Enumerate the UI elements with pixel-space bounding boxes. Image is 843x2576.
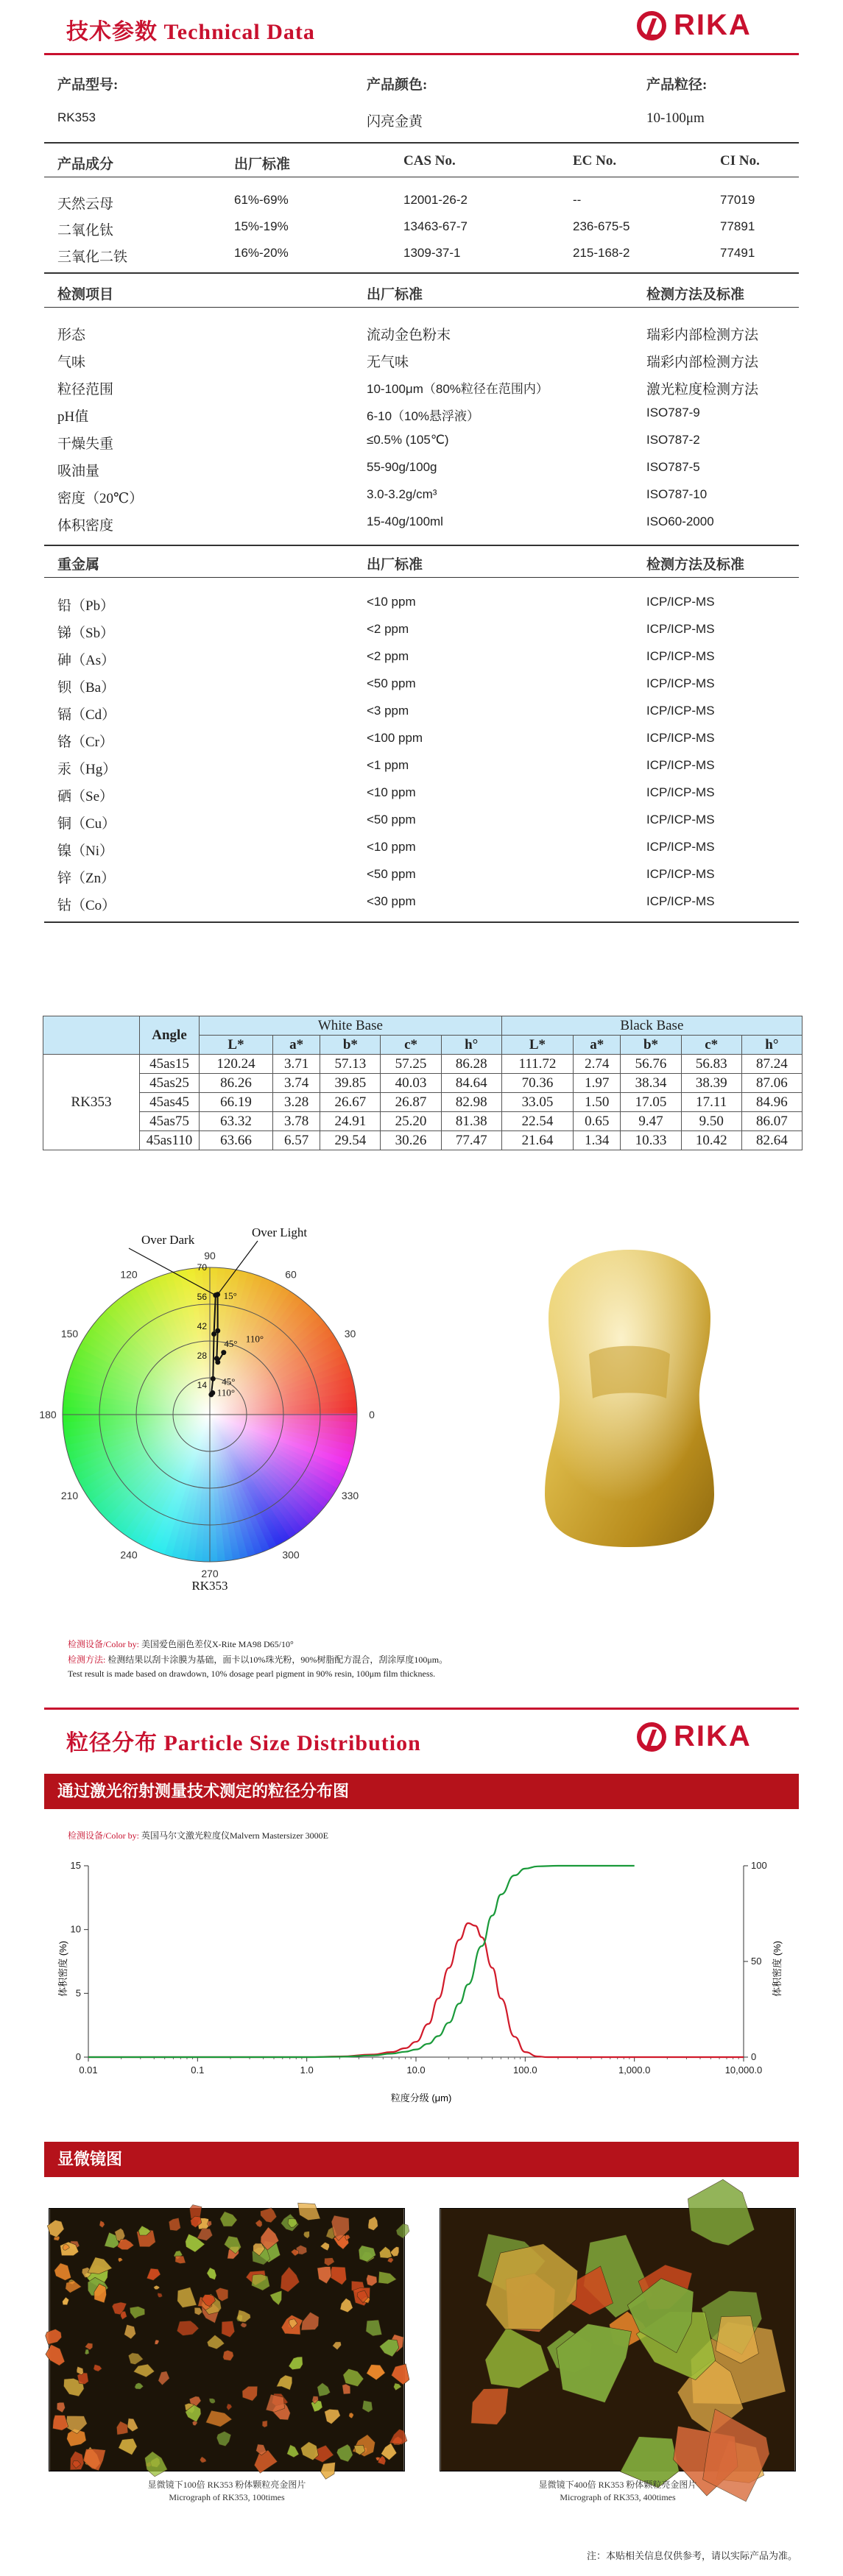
tests-row xyxy=(57,378,794,405)
psd-equipment-text: 英国马尔文激光粒度仪Malvern Mastersizer 3000E xyxy=(141,1830,328,1841)
white-base-cell: 40.03 xyxy=(381,1074,441,1093)
tests-cell: ISO787-10 xyxy=(646,487,708,501)
metals-row xyxy=(57,676,794,703)
white-base-cell: 86.26 xyxy=(200,1074,273,1093)
y2-tick-label: 0 xyxy=(751,2051,757,2062)
white-base-cell: 120.24 xyxy=(200,1055,273,1074)
caption-cn: 显微镜下100倍 RK353 粉体颗粒亮金图片 xyxy=(147,2480,306,2490)
equipment-label: 检测设备/Color by: xyxy=(68,1639,140,1649)
metals-cell: <50 ppm xyxy=(367,676,416,690)
white-base-cell: 29.54 xyxy=(320,1131,381,1150)
white-base-cell: 86.28 xyxy=(441,1055,501,1074)
psd-banner: 通过激光衍射测量技术测定的粒径分布图 xyxy=(44,1774,799,1809)
polar-angle-label: 120 xyxy=(120,1268,138,1281)
divider xyxy=(44,142,799,144)
rika-logo-icon xyxy=(637,1722,666,1752)
black-base-cell: 9.47 xyxy=(621,1112,681,1131)
footer-note: 注：本贴相关信息仅供参考，请以实际产品为准。 xyxy=(586,2550,797,2561)
product-labels-row xyxy=(57,74,794,100)
y-tick-label: 10 xyxy=(70,1923,81,1935)
composition-row xyxy=(57,219,794,246)
measurement-notes xyxy=(68,1638,804,1680)
tests-col-header: 出厂标准 xyxy=(367,287,423,302)
table-row xyxy=(43,1112,803,1131)
divider xyxy=(44,921,799,923)
polar-angle-label: 330 xyxy=(341,1490,359,1501)
table-row xyxy=(43,1055,803,1074)
trajectory-angle-label: 45° xyxy=(224,1337,238,1349)
metals-cell: 钴（Co） xyxy=(57,898,116,913)
tests-cell: 吸油量 xyxy=(57,464,100,479)
composition-cell: 77019 xyxy=(720,193,755,207)
micrograph-100x-caption xyxy=(49,2479,405,2504)
equipment-text: 美国爱色丽色差仪X-Rite MA98 D65/10° xyxy=(141,1639,294,1649)
white-base-cell: 63.66 xyxy=(200,1131,273,1150)
black-base-cell: 38.39 xyxy=(681,1074,741,1093)
white-base-cell: 66.19 xyxy=(200,1093,273,1112)
table-row xyxy=(43,1131,803,1150)
tests-cell: 6-10（10%悬浮液） xyxy=(367,409,480,423)
metals-cell: ICP/ICP-MS xyxy=(646,649,715,663)
caption-cn: 显微镜下400倍 RK353 粉体颗粒亮金图片 xyxy=(538,2480,697,2490)
y-tick-label: 5 xyxy=(75,1987,81,1999)
trajectory-point xyxy=(221,1350,226,1355)
metals-col-header: 出厂标准 xyxy=(367,557,423,573)
y2-tick-label: 100 xyxy=(751,1860,767,1871)
tests-cell: ≤0.5% (105℃) xyxy=(367,433,449,447)
composition-col-header: 产品成分 xyxy=(57,157,114,172)
polar-angle-label: 240 xyxy=(120,1549,138,1561)
tests-cell: 密度（20℃） xyxy=(57,491,144,506)
tests-cell: pH值 xyxy=(57,409,89,425)
metals-cell: ICP/ICP-MS xyxy=(646,894,715,908)
metals-row xyxy=(57,595,794,621)
composition-cell: 77891 xyxy=(720,219,755,233)
metals-cell: 钡（Ba） xyxy=(57,680,116,696)
color-col-header: a* xyxy=(574,1036,621,1055)
black-base-cell: 70.36 xyxy=(501,1074,573,1093)
polar-ring-label: 42 xyxy=(197,1321,207,1331)
black-base-cell: 2.74 xyxy=(574,1055,621,1074)
polar-ring-label: 14 xyxy=(197,1380,207,1390)
table-row xyxy=(43,1074,803,1093)
metals-row xyxy=(57,785,794,812)
rika-logo xyxy=(637,1720,752,1753)
white-base-cell: 3.74 xyxy=(273,1074,320,1093)
metals-cell: 铜（Cu） xyxy=(57,816,116,832)
metals-cell: <3 ppm xyxy=(367,704,409,718)
product-cell: RK353 xyxy=(43,1055,140,1150)
method-label: 检测方法: xyxy=(68,1655,106,1665)
black-base-cell: 10.33 xyxy=(621,1131,681,1150)
black-base-cell: 38.34 xyxy=(621,1074,681,1093)
polar-angle-label: 30 xyxy=(344,1328,356,1340)
angle-cell: 45as110 xyxy=(140,1131,200,1150)
tests-row xyxy=(57,324,794,350)
metals-row xyxy=(57,758,794,785)
metals-cell: <30 ppm xyxy=(367,894,416,908)
angle-header: Angle xyxy=(140,1016,200,1055)
x-tick-label: 0.1 xyxy=(191,2064,205,2076)
tests-cell: 瑞彩内部检测方法 xyxy=(646,355,759,370)
tests-cell: 体积密度 xyxy=(57,518,114,534)
composition-cell: 三氧化二铁 xyxy=(57,250,128,265)
trajectory-angle-label: 110° xyxy=(245,1333,264,1345)
metals-row xyxy=(57,867,794,894)
color-col-header: a* xyxy=(273,1036,320,1055)
metals-row xyxy=(57,840,794,866)
white-base-cell: 24.91 xyxy=(320,1112,381,1131)
divider xyxy=(44,577,799,578)
white-base-cell: 84.64 xyxy=(441,1074,501,1093)
tests-cell: 流动金色粉末 xyxy=(367,328,451,343)
tests-cell: 15-40g/100ml xyxy=(367,514,443,528)
section-divider xyxy=(44,1708,799,1710)
metals-row xyxy=(57,704,794,730)
rika-logo-icon xyxy=(637,11,666,40)
metals-cell: 镉（Cd） xyxy=(57,707,116,723)
product-values-row xyxy=(57,110,794,137)
metals-cell: ICP/ICP-MS xyxy=(646,676,715,690)
product-model-label: 产品型号: xyxy=(57,77,119,93)
tests-row xyxy=(57,514,794,541)
trajectory-point xyxy=(215,1328,220,1334)
tests-cell: 干燥失重 xyxy=(57,436,114,452)
metals-cell: <10 ppm xyxy=(367,595,416,609)
black-base-cell: 22.54 xyxy=(501,1112,573,1131)
color-col-header: b* xyxy=(320,1036,381,1055)
x-axis-label: 粒度分级 (μm) xyxy=(390,2092,452,2103)
product-size-value: 10-100μm xyxy=(646,110,705,126)
metals-row xyxy=(57,894,794,921)
section-title-particle-size: 粒径分布 Particle Size Distribution xyxy=(66,1731,421,1755)
white-base-cell: 77.47 xyxy=(441,1131,501,1150)
composition-cell: 1309-37-1 xyxy=(403,246,461,260)
tests-row xyxy=(57,487,794,514)
tests-col-header: 检测项目 xyxy=(57,287,114,302)
polar-angle-label: 300 xyxy=(282,1549,300,1561)
y-tick-label: 15 xyxy=(70,1860,81,1871)
polar-ring-label: 28 xyxy=(197,1351,207,1361)
divider xyxy=(44,545,799,546)
trajectory-point xyxy=(215,1359,220,1365)
rika-logo-text: RIKA xyxy=(674,1720,752,1752)
white-base-cell: 39.85 xyxy=(320,1074,381,1093)
metals-row xyxy=(57,649,794,676)
tests-cell: ISO60-2000 xyxy=(646,514,714,528)
divider xyxy=(44,272,799,274)
divider xyxy=(44,307,799,308)
caption-en: Micrograph of RK353, 400times xyxy=(560,2492,676,2502)
metals-cell: ICP/ICP-MS xyxy=(646,704,715,718)
y-tick-label: 0 xyxy=(75,2051,81,2062)
color-col-header: c* xyxy=(381,1036,441,1055)
composition-cell: 二氧化钛 xyxy=(57,223,114,238)
white-base-cell: 25.20 xyxy=(381,1112,441,1131)
y2-axis-label: 体积密度 (%) xyxy=(772,1941,783,1997)
composition-cell: 236-675-5 xyxy=(573,219,630,233)
white-base-cell: 57.13 xyxy=(320,1055,381,1074)
micrograph-100x xyxy=(49,2208,405,2471)
metals-cell: <50 ppm xyxy=(367,867,416,881)
tests-row xyxy=(57,433,794,459)
black-base-cell: 33.05 xyxy=(501,1093,573,1112)
white-base-cell: 81.38 xyxy=(441,1112,501,1131)
color-measurement-table xyxy=(43,1016,803,1150)
metals-cell: ICP/ICP-MS xyxy=(646,813,715,827)
white-base-cell: 57.25 xyxy=(381,1055,441,1074)
color-col-header: c* xyxy=(681,1036,741,1055)
tests-cell: 无气味 xyxy=(367,355,409,370)
metals-cell: <1 ppm xyxy=(367,758,409,772)
composition-cell: 16%-20% xyxy=(234,246,289,260)
tests-cell: 激光粒度检测方法 xyxy=(646,382,759,397)
metals-cell: ICP/ICP-MS xyxy=(646,867,715,881)
metals-cell: 砷（As） xyxy=(57,653,116,668)
method-text-en: Test result is made based on drawdown, 10% dosage pearl pigment in 90% resin, 100μm film thickness. xyxy=(68,1669,436,1679)
black-base-cell: 82.64 xyxy=(741,1131,802,1150)
polar-angle-label: 0 xyxy=(369,1409,375,1420)
trajectory-angle-label: 45° xyxy=(222,1376,236,1387)
polar-angle-label: 90 xyxy=(204,1250,216,1262)
metals-cell: <10 ppm xyxy=(367,785,416,799)
composition-col-header: 出厂标准 xyxy=(234,157,291,172)
black-base-cell: 0.65 xyxy=(574,1112,621,1131)
metals-col-header: 检测方法及标准 xyxy=(646,557,745,573)
black-base-cell: 21.64 xyxy=(501,1131,573,1150)
rika-logo-text: RIKA xyxy=(674,9,752,41)
product-size-label: 产品粒径: xyxy=(646,77,708,93)
metals-cell: ICP/ICP-MS xyxy=(646,595,715,609)
tests-cell: 3.0-3.2g/cm³ xyxy=(367,487,437,501)
tests-cell: 形态 xyxy=(57,328,86,343)
angle-cell: 45as15 xyxy=(140,1055,200,1074)
polar-ring-label: 56 xyxy=(197,1292,207,1302)
trajectory-point xyxy=(210,1390,215,1395)
x-tick-label: 1.0 xyxy=(300,2064,314,2076)
metals-cell: 铬（Cr） xyxy=(57,735,114,750)
metals-cell: 镍（Ni） xyxy=(57,843,114,859)
micrograph-400x-caption xyxy=(440,2479,796,2504)
polar-angle-label: 210 xyxy=(60,1490,79,1501)
tests-row xyxy=(57,406,794,432)
metals-cell: 硒（Se） xyxy=(57,789,114,804)
metals-cell: ICP/ICP-MS xyxy=(646,731,715,745)
metals-cell: <10 ppm xyxy=(367,840,416,854)
metals-cell: <50 ppm xyxy=(367,813,416,827)
metals-cell: ICP/ICP-MS xyxy=(646,785,715,799)
product-color-value: 闪亮金黄 xyxy=(367,114,423,130)
tests-col-header: 检测方法及标准 xyxy=(646,287,745,302)
black-base-cell: 56.83 xyxy=(681,1055,741,1074)
table-corner-cell xyxy=(43,1016,140,1055)
y2-tick-label: 50 xyxy=(751,1956,762,1967)
polar-angle-label: 180 xyxy=(39,1409,57,1420)
polar-angle-label: 60 xyxy=(285,1268,297,1281)
composition-cell: -- xyxy=(573,193,582,207)
x-tick-label: 10.0 xyxy=(406,2064,426,2076)
composition-cell: 77491 xyxy=(720,246,755,260)
tests-header xyxy=(57,283,794,310)
metals-cell: 汞（Hg） xyxy=(57,762,117,777)
metals-header xyxy=(57,553,794,580)
metals-cell: 锑（Sb） xyxy=(57,626,115,641)
micrograph-400x xyxy=(440,2208,796,2471)
black-base-cell: 9.50 xyxy=(681,1112,741,1131)
page-title-technical-data: 技术参数 Technical Data xyxy=(66,20,315,44)
tests-cell: 气味 xyxy=(57,355,86,370)
product-model-value: RK353 xyxy=(57,110,96,124)
black-base-header: Black Base xyxy=(501,1016,802,1036)
white-base-cell: 3.28 xyxy=(273,1093,320,1112)
header-divider xyxy=(44,53,799,55)
composition-col-header: EC No. xyxy=(573,153,617,169)
white-base-cell: 63.32 xyxy=(200,1112,273,1131)
color-col-header: L* xyxy=(200,1036,273,1055)
white-base-cell: 3.71 xyxy=(273,1055,320,1074)
tests-cell: 瑞彩内部检测方法 xyxy=(646,328,759,343)
tests-cell: ISO787-5 xyxy=(646,460,700,474)
polar-angle-label: 270 xyxy=(201,1568,219,1579)
composition-header xyxy=(57,153,794,180)
black-base-cell: 17.11 xyxy=(681,1093,741,1112)
x-tick-label: 1,000.0 xyxy=(618,2064,651,2076)
caption-en: Micrograph of RK353, 100times xyxy=(169,2492,285,2502)
white-base-cell: 6.57 xyxy=(273,1131,320,1150)
color-col-header: L* xyxy=(501,1036,573,1055)
trajectory-angle-label: 110° xyxy=(216,1387,236,1398)
metals-row xyxy=(57,731,794,757)
composition-col-header: CI No. xyxy=(720,153,760,169)
cumulative-series-line xyxy=(88,1866,635,2057)
angle-cell: 45as25 xyxy=(140,1074,200,1093)
polar-ring-label: 70 xyxy=(197,1262,207,1273)
polar-caption: RK353 xyxy=(191,1579,228,1593)
metals-row xyxy=(57,813,794,839)
density-series-line xyxy=(88,1923,744,2057)
black-base-cell: 86.07 xyxy=(741,1112,802,1131)
psd-equipment-label: 检测设备/Color by: xyxy=(68,1830,140,1841)
composition-row xyxy=(57,246,794,272)
metals-col-header: 重金属 xyxy=(57,557,100,573)
angle-cell: 45as75 xyxy=(140,1112,200,1131)
black-base-cell: 1.97 xyxy=(574,1074,621,1093)
metals-cell: <100 ppm xyxy=(367,731,423,745)
composition-cell: 215-168-2 xyxy=(573,246,630,260)
metals-cell: ICP/ICP-MS xyxy=(646,840,715,854)
tests-cell: ISO787-2 xyxy=(646,433,700,447)
color-col-header: h° xyxy=(741,1036,802,1055)
black-base-cell: 1.50 xyxy=(574,1093,621,1112)
composition-col-header: CAS No. xyxy=(403,153,456,169)
black-base-cell: 84.96 xyxy=(741,1093,802,1112)
white-base-cell: 82.98 xyxy=(441,1093,501,1112)
x-tick-label: 10,000.0 xyxy=(724,2064,763,2076)
over-light-label: Over Light xyxy=(252,1225,308,1239)
car-color-swatch xyxy=(537,1244,722,1553)
polar-angle-label: 150 xyxy=(60,1328,79,1340)
x-tick-label: 100.0 xyxy=(513,2064,537,2076)
method-text: 检测结果以刮卡涂膜为基础，面卡以10%珠光粉，90%树脂配方混合，刮涂厚度100μm。 xyxy=(107,1655,448,1665)
black-base-cell: 10.42 xyxy=(681,1131,741,1150)
table-row xyxy=(43,1093,803,1112)
composition-cell: 61%-69% xyxy=(234,193,289,207)
white-base-cell: 26.67 xyxy=(320,1093,381,1112)
white-base-cell: 3.78 xyxy=(273,1112,320,1131)
black-base-cell: 1.34 xyxy=(574,1131,621,1150)
white-base-header: White Base xyxy=(200,1016,502,1036)
metals-cell: <2 ppm xyxy=(367,649,409,663)
composition-row xyxy=(57,193,794,219)
tests-cell: 粒径范围 xyxy=(57,382,114,397)
angle-cell: 45as45 xyxy=(140,1093,200,1112)
composition-cell: 13463-67-7 xyxy=(403,219,468,233)
rika-logo xyxy=(637,9,752,42)
particle-size-chart xyxy=(44,1847,799,2112)
black-base-cell: 56.76 xyxy=(621,1055,681,1074)
white-base-cell: 26.87 xyxy=(381,1093,441,1112)
y-axis-label: 体积密度 (%) xyxy=(57,1941,68,1997)
white-base-cell: 30.26 xyxy=(381,1131,441,1150)
trajectory-angle-label: 15° xyxy=(223,1289,237,1301)
metals-row xyxy=(57,622,794,648)
metals-cell: <2 ppm xyxy=(367,622,409,636)
black-base-cell: 87.24 xyxy=(741,1055,802,1074)
composition-cell: 12001-26-2 xyxy=(403,193,468,207)
metals-cell: 锌（Zn） xyxy=(57,871,116,886)
color-col-header: h° xyxy=(441,1036,501,1055)
micrograph-banner: 显微镜图 xyxy=(44,2142,799,2177)
tests-cell: 10-100μm（80%粒径在范围内） xyxy=(367,382,549,396)
black-base-cell: 87.06 xyxy=(741,1074,802,1093)
metals-cell: ICP/ICP-MS xyxy=(646,758,715,772)
tests-row xyxy=(57,351,794,378)
metals-cell: 铅（Pb） xyxy=(57,598,115,614)
composition-cell: 15%-19% xyxy=(234,219,289,233)
metals-cell: ICP/ICP-MS xyxy=(646,622,715,636)
composition-cell: 天然云母 xyxy=(57,197,114,212)
color-polar-diagram xyxy=(39,1214,412,1627)
trajectory-point xyxy=(211,1376,216,1381)
over-dark-label: Over Dark xyxy=(141,1233,195,1247)
color-table-body xyxy=(43,1055,803,1150)
tests-cell: ISO787-9 xyxy=(646,406,700,420)
psd-equipment-note xyxy=(68,1829,328,1841)
x-tick-label: 0.01 xyxy=(79,2064,98,2076)
product-color-label: 产品颜色: xyxy=(367,77,428,93)
tests-row xyxy=(57,460,794,486)
color-col-header: b* xyxy=(621,1036,681,1055)
black-base-cell: 111.72 xyxy=(501,1055,573,1074)
black-base-cell: 17.05 xyxy=(621,1093,681,1112)
tests-cell: 55-90g/100g xyxy=(367,460,437,474)
